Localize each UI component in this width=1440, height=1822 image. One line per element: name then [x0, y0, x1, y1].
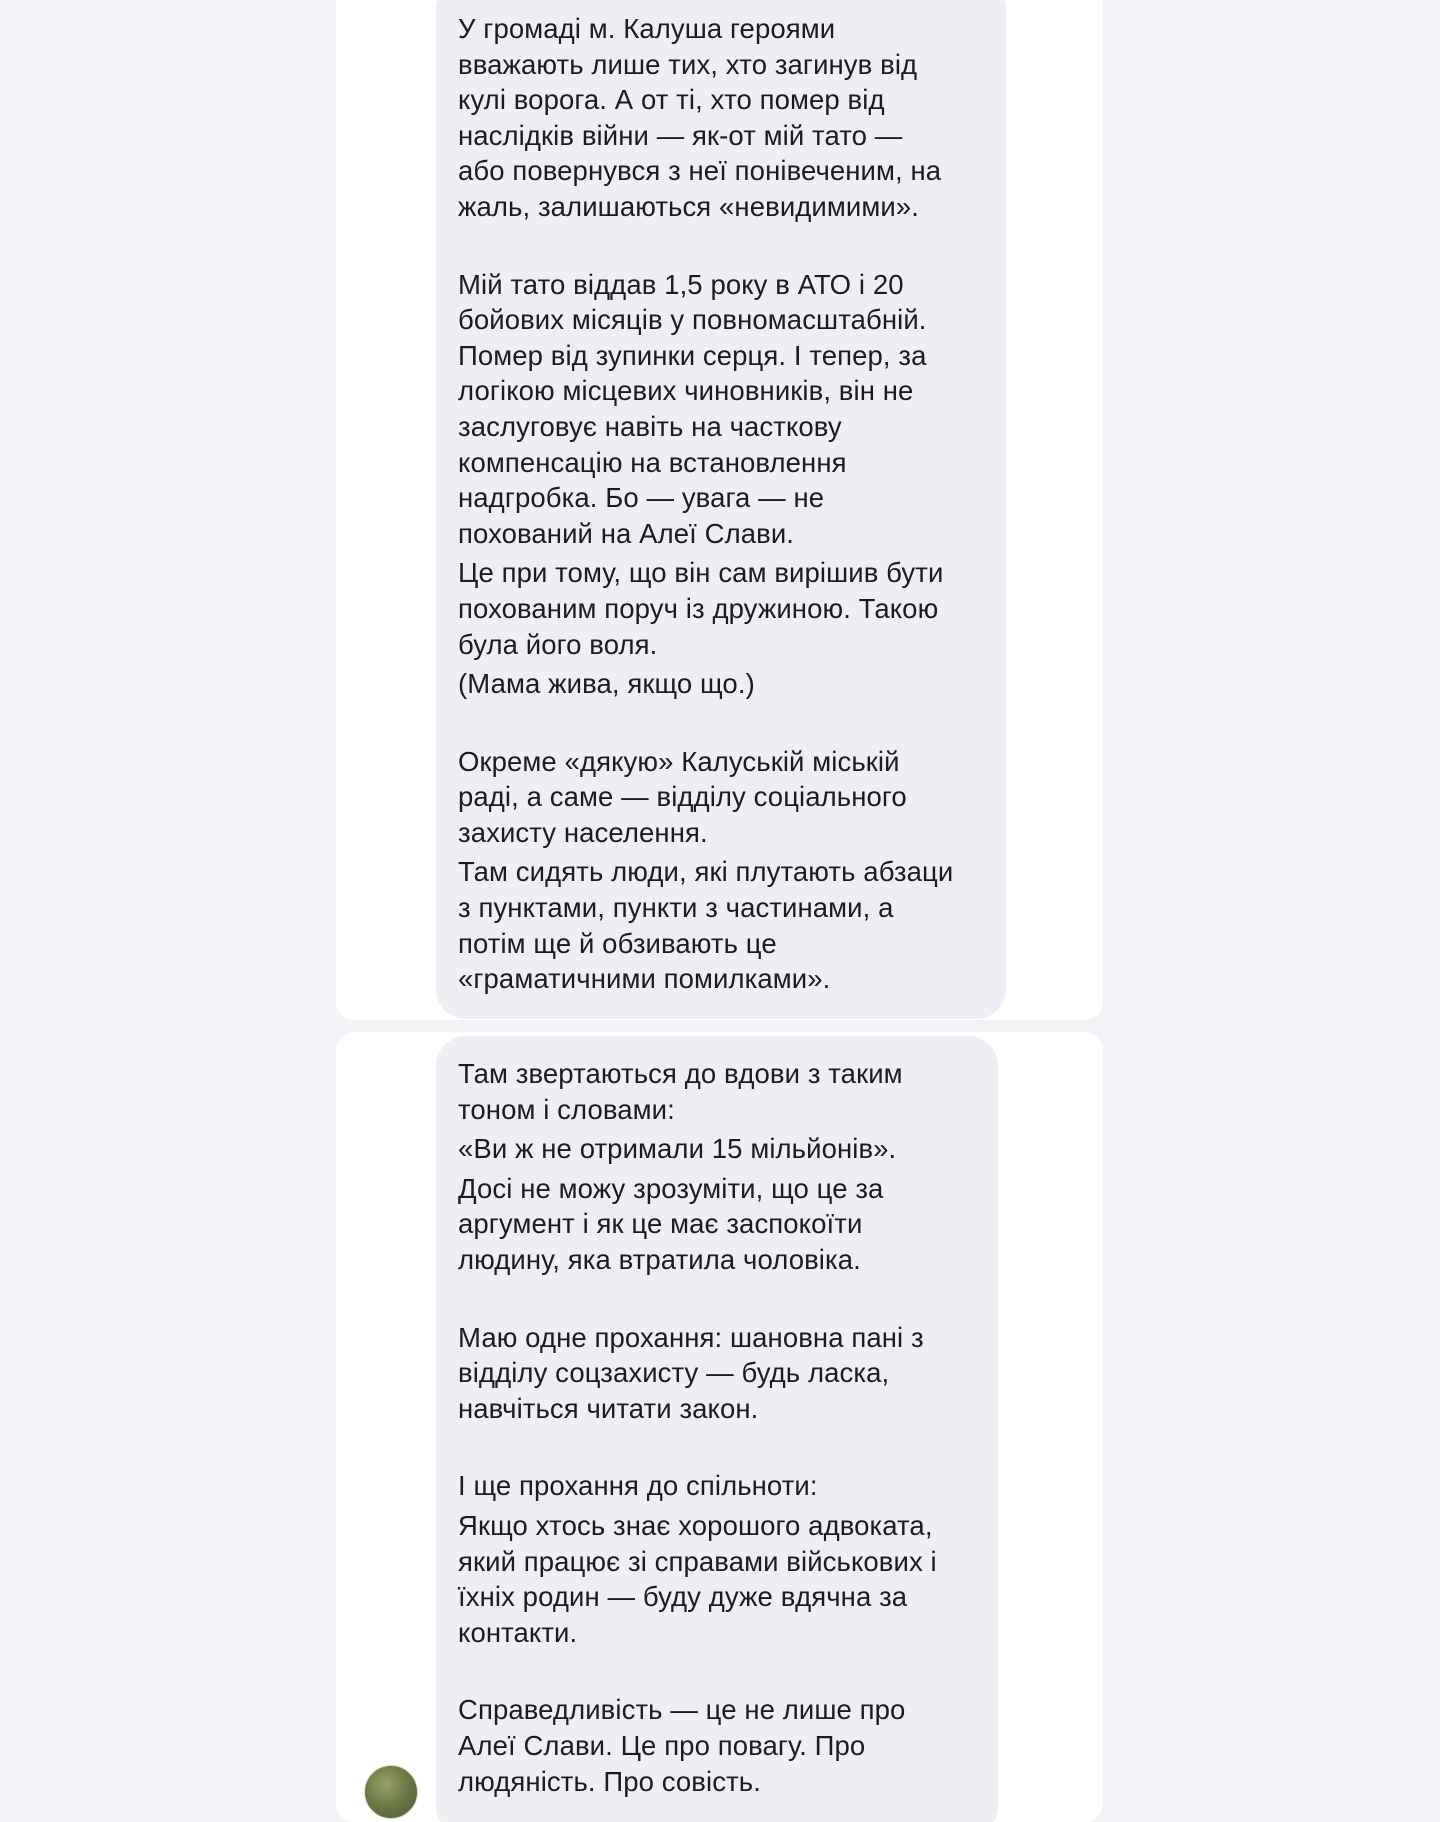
- message-text: Там звертаються до вдови з таким тоном і словами:: [458, 1058, 903, 1125]
- avatar[interactable]: [364, 1765, 418, 1819]
- message-text: І ще прохання до спільноти:: [458, 1470, 818, 1502]
- message-text: (Мама жива, якщо що.): [458, 668, 755, 700]
- message-text: Досі не можу зрозуміти, що це за аргумент і як це має заспокоїти людину, яка втратила чоловіка.: [458, 1172, 884, 1275]
- message-text: Це при тому, що він сам вирішив бути похованим поруч із дружиною. Такою була його воля.: [458, 557, 944, 660]
- message-text: У громаді м. Калуша героями вважають лише тих, хто загинув від кулі ворога. А от ті, хто помер від наслідків війни — як-от мій тато — або повернувся з неї понівеченим, на жаль, залишаються «невидимими».: [458, 13, 942, 222]
- message-text: Якщо хтось знає хорошого адвоката, який працює зі справами військових і їхніх родин — буду дуже вдячна за контакти.: [458, 1509, 937, 1648]
- message-text: Окреме «дякую» Калуській міській раді, а саме — відділу соціального захисту населення.: [458, 745, 907, 848]
- message-bubble[interactable]: [436, 1036, 998, 1822]
- message-text: «Ви ж не отримали 15 мільйонів».: [458, 1133, 897, 1165]
- message-card-top: [336, 0, 1103, 1020]
- message-card-bottom: [336, 1032, 1103, 1822]
- message-bubble[interactable]: [436, 0, 1006, 1019]
- message-text: Маю одне прохання: шановна пані з відділу соцзахисту — будь ласка, навчіться читати закон.: [458, 1321, 924, 1424]
- message-text: Там сидять люди, які плутають абзаци з пунктами, пункти з частинами, а потім ще й обзивають це «граматичними помилками».: [458, 856, 954, 995]
- message-text: Справедливість — це не лише про Алеї Слави. Це про повагу. Про людяність. Про совість.: [458, 1694, 906, 1797]
- message-text: Мій тато віддав 1,5 року в АТО і 20 бойових місяців у повномасштабній. Помер від зупинки серця. І тепер, за логікою місцевих чиновників, він не заслуговує навіть на часткову компенсацію на встановлення надгробка. Бо — увага — не похований на Алеї Слави.: [458, 268, 927, 549]
